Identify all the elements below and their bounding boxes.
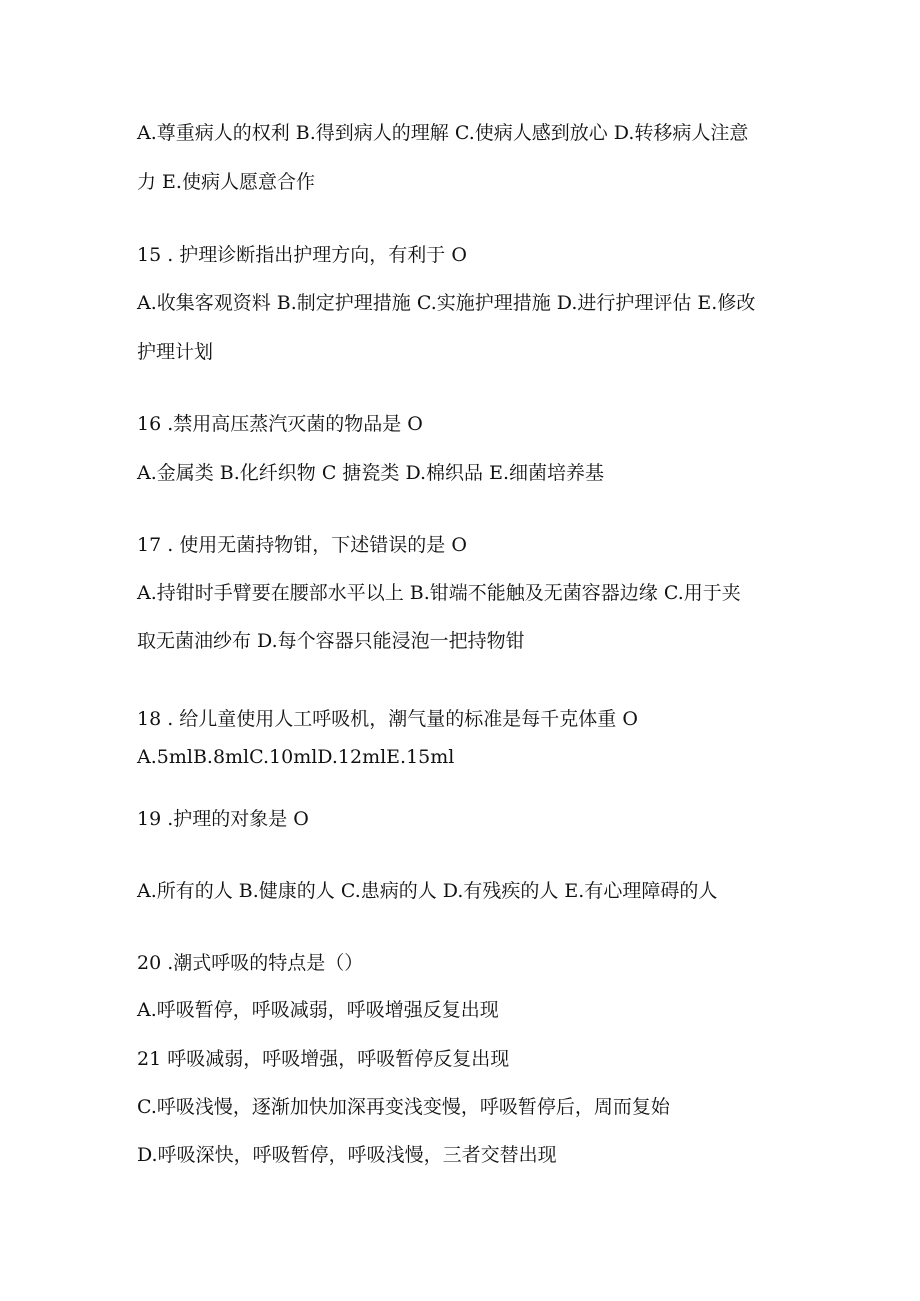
- q15-options-line-2: 护理计划: [137, 341, 214, 363]
- q19-options: A.所有的人 B.健康的人 C.患病的人 D.有残疾的人 E.有心理障碍的人: [137, 880, 718, 902]
- q17-options-line-2: 取无菌油纱布 D.每个容器只能浸泡一把持物钳: [137, 630, 525, 652]
- q14-options-line-1: A.尊重病人的权利 B.得到病人的理解 C.使病人感到放心 D.转移病人注意: [137, 122, 749, 144]
- q20-option-c: C.呼吸浅慢，逐渐加快加深再变浅变慢，呼吸暂停后，周而复始: [137, 1096, 670, 1118]
- q20-option-a: A.呼吸暂停，呼吸减弱，呼吸增强反复出现: [137, 999, 499, 1021]
- q20-option-d: D.呼吸深快，呼吸暂停，呼吸浅慢，三者交替出现: [137, 1144, 557, 1166]
- q17-question: 17 . 使用无菌持物钳，下述错误的是 O: [137, 534, 467, 556]
- q20-option-b: 21 呼吸减弱，呼吸增强，呼吸暂停反复出现: [137, 1048, 510, 1070]
- q17-options-line-1: A.持钳时手臂要在腰部水平以上 B.钳端不能触及无菌容器边缘 C.用于夹: [137, 582, 741, 604]
- q20-question: 20 .潮式呼吸的特点是（）: [137, 952, 364, 974]
- q18-question: 18 . 给儿童使用人工呼吸机，潮气量的标准是每千克体重 O: [137, 708, 638, 730]
- q15-options-line-1: A.收集客观资料 B.制定护理措施 C.实施护理措施 D.进行护理评估 E.修改: [137, 292, 756, 314]
- q19-question: 19 .护理的对象是 O: [137, 808, 309, 830]
- q14-options-line-2: 力 E.使病人愿意合作: [137, 171, 315, 193]
- q16-options: A.金属类 B.化纤织物 C 搪瓷类 D.棉织品 E.细菌培养基: [137, 462, 605, 484]
- q16-question: 16 .禁用高压蒸汽灭菌的物品是 O: [137, 413, 423, 435]
- q15-question: 15 . 护理诊断指出护理方向，有利于 O: [137, 244, 467, 266]
- q18-options: A.5mlB.8mlC.10mlD.12mlE.15ml: [137, 746, 455, 768]
